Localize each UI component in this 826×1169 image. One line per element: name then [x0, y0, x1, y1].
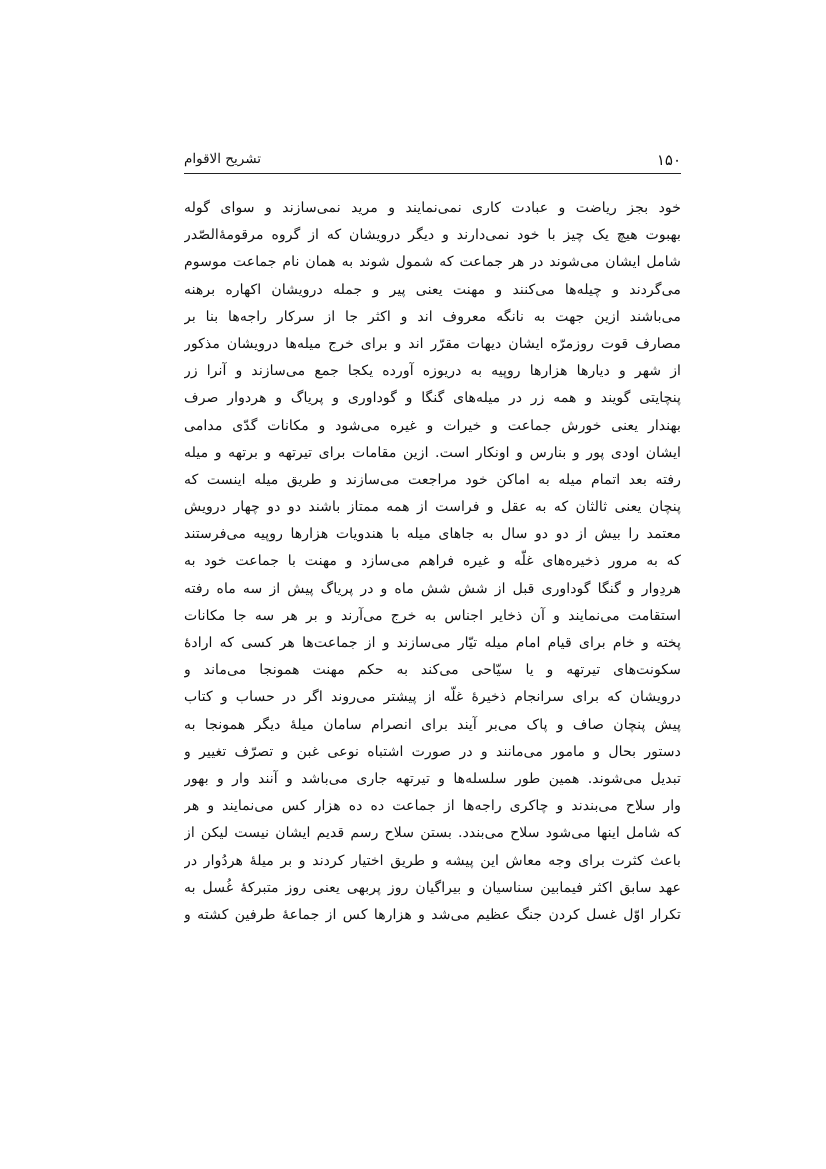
text-line: ایشان اودی پور و بنارس و اونکار است. ازین مقامات برای تیرتهه و برتهه و میله	[184, 444, 681, 461]
text-line: خود بجز ریاضت و عبادت کاری نمی‌نمایند و مرید نمی‌سازند و سوای گوله	[184, 200, 681, 216]
text-line: که شامل اینها می‌شود سلاح می‌بندد. بستن سلاح رسم قدیم ایشان نیست لیکن از	[184, 825, 681, 842]
running-title: تشریح الاقوام	[184, 151, 261, 167]
text-line: سکونت‌های تیرتهه و یا سیّاحی می‌کند به حکم مهنت همونجا می‌ماند و	[184, 662, 681, 679]
text-line: هردِوار و گنگا گوداوری قبل از شش شش ماه و در پریاگ پیش از سه ماه رفته	[184, 580, 681, 597]
page-number: ۱۵۰	[656, 151, 681, 169]
text-line: درویشان که برای سرانجام ذخیرۀ غلّه از پیشتر می‌روند اگر در حساب و کتاب	[184, 689, 681, 706]
text-line: می‌گردند و چیله‌ها می‌کنند و مهنت یعنی پیر و جمله درویشان اکهاره برهنه	[184, 281, 681, 298]
text-line: دستور بحال و مامور می‌مانند و در صورت اشتباه نوعی غبن و تصرّف تغییر و	[184, 743, 681, 760]
text-line: مصارف قوت روزمرّه ایشان دیهات مقرّر اند و برای خرج میله‌ها درویشان مذکور	[184, 335, 681, 352]
text-line: شامل ایشان می‌شوند در هر جماعت که شمول شوند به همان نام جماعت موسوم	[184, 254, 681, 271]
text-line: از شهر و دیارها هزارها روپیه به دریوزه آورده یکجا جمع می‌سازند و آنرا زر	[184, 363, 681, 380]
text-line: معتمد را بیش از دو دو سال به جاهای میله با هندویات هزارها روپیه می‌فرستند	[184, 526, 681, 543]
text-line: وار سلاح می‌بندند و چاکری راجه‌ها از جماعت ده ده هزار کس می‌نمایند و هر	[184, 798, 681, 815]
text-line: عهد سابق اکثر فیمابین سناسیان و بیراگیان روز پربهی یعنی روز متبرکۀ غُسل به	[184, 879, 681, 896]
text-line: پنچان یعنی ثالثان که به عقل و فراست از همه ممتاز باشند دو دو چهار درویش	[184, 499, 681, 516]
text-line: رفته بعد اتمام میله به اماکن خود مراجعت می‌سازند و طریق میله اینست که	[184, 471, 681, 488]
text-line: بهندار یعنی خورش جماعت و خیرات و غیره می‌شود و مکانات گدّی مدامی	[184, 417, 681, 434]
body-paragraph	[184, 195, 681, 929]
text-line: پیش پنچان صاف و پاک می‌بر آیند برای انصرام سامان میلۀ دیگر همونجا به	[184, 716, 681, 733]
text-line: باعث کثرت برای وجه معاش این پیشه و طریق اختیار کردند و بر میلۀ هردُوار در	[184, 852, 681, 869]
text-line: استقامت می‌نمایند و آن ذخایر اجناس به خرج می‌آرند و بر هر سه جا مکانات	[184, 607, 681, 624]
text-line: می‌باشند ازین جهت به نانگه معروف اند و اکثر جا از سرکار راجه‌ها بنا بر	[184, 308, 681, 325]
text-line: تکرار اوّل غسل کردن جنگ عظیم می‌شد و هزارها کس از جماعۀ طرفین کشته و	[184, 906, 681, 923]
page-header	[184, 147, 681, 174]
text-line: که به مرور ذخیره‌های غلّه و غیره فراهم می‌سازد و مهنت با جماعت خود به	[184, 553, 681, 570]
text-line: بهبوت هیچ یک چیز با خود نمی‌دارند و دیگر درویشان که از گروه مرقومۀالصّدر	[184, 227, 681, 244]
text-line: پخته و خام برای قیام امام میله تیّار می‌سازند و از جماعت‌ها هر کسی که ارادۀ	[184, 635, 681, 651]
text-line: پنچایتی گویند و همه زر در میله‌های گنگا و گوداوری و پریاگ و هردوار صرف	[184, 390, 681, 407]
text-line: تبدیل می‌شوند. همین طور سلسله‌ها و تیرتهه جاری می‌باشد و آنند وار و بهور	[184, 770, 681, 787]
